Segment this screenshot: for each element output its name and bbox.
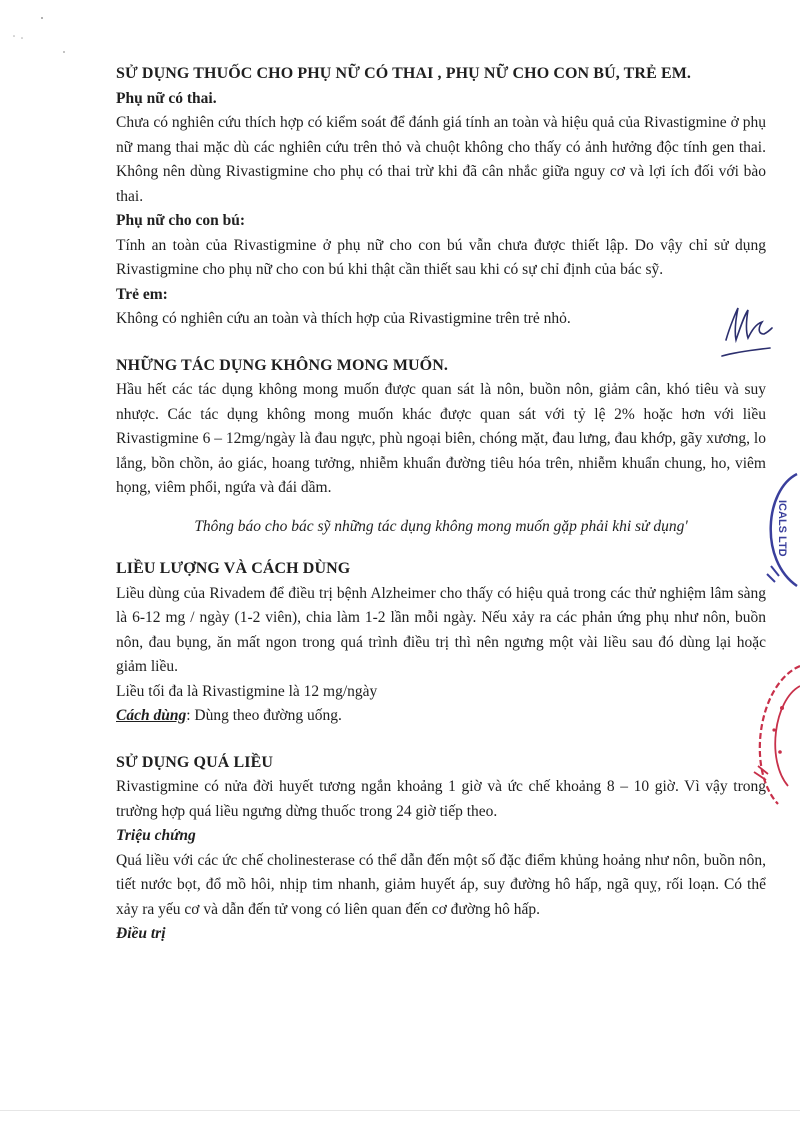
stamp-blue-partial	[745, 470, 800, 590]
paragraph-children: Không có nghiên cứu an toàn và thích hợp của Rivastigmine trên trẻ nhỏ.	[116, 310, 571, 327]
section-title-pregnancy: SỬ DỤNG THUỐC CHO PHỤ NỮ CÓ THAI , PHỤ NỮ CHO CON BÚ, TRẺ EM.	[116, 65, 692, 82]
paragraph-pregnant-women: Chưa có nghiên cứu thích hợp có kiểm soát để đánh giá tính an toàn và hiệu quả của Rivastigmine ở phụ nữ mang thai mặc dù các nghiên cứu trên thỏ và chuột không cho thấy có ảnh hưởng độc tính gen thai. Không nên dùng Rivastigmine cho phụ có thai trừ khi đã cân nhắc giữa nguy cơ và lợi ích đối với bào thai.	[116, 114, 766, 205]
paragraph-breastfeeding: Tính an toàn của Rivastigmine ở phụ nữ cho con bú vẫn chưa được thiết lập. Do vậy chỉ sử dụng Rivastigmine cho phụ nữ cho con bú khi thật cần thiết sau khi có sự chỉ định của bác sỹ.	[116, 236, 766, 278]
usage-text: : Dùng theo đường uống.	[186, 707, 342, 724]
signature-mark	[712, 300, 782, 364]
stamp-blue-text: ICALS LTD	[776, 500, 788, 557]
paragraph-usage	[116, 704, 766, 729]
paragraph-side-effects: Hầu hết các tác dụng không mong muốn được quan sát là nôn, buồn nôn, giảm cân, khó tiêu và suy nhược. Các tác dụng không mong muốn khác được quan sát với tỷ lệ 2% hoặc hơn với liều Rivastigmine 6 – 12mg/ngày là đau ngực, phù ngoại biên, chóng mặt, đau lưng, đau khớp, gãy xương, lo lắng, bồn chồn, ảo giác, hoang tưởng, nhiễm khuẩn đường tiêu hóa trên, nhiễm khuẩn chung, ho, viêm họng, viêm phổi, ngứa và đái dầm.	[116, 381, 766, 496]
side-effects-notice: Thông báo cho bác sỹ những tác dụng không mong muốn gặp phải khi sử dụng'	[194, 517, 688, 535]
subheading-children: Trẻ em:	[116, 285, 168, 303]
paragraph-max-dose: Liều tối đa là Rivastigmine là 12 mg/ngày	[116, 682, 378, 700]
stamp-red-partial	[738, 660, 800, 810]
section-title-dosage: LIỀU LƯỢNG VÀ CÁCH DÙNG	[116, 560, 351, 577]
subheading-pregnant-women: Phụ nữ có thai.	[116, 89, 217, 107]
subheading-breastfeeding: Phụ nữ cho con bú:	[116, 212, 246, 229]
paragraph-overdose: Rivastigmine có nửa đời huyết tương ngắn khoảng 1 giờ và ức chế khoảng 8 – 10 giờ. Vì vậy trong trường hợp quá liều ngưng dừng thuốc trong 24 giờ tiếp theo.	[116, 778, 766, 820]
subheading-symptoms: Triệu chứng	[116, 827, 196, 844]
usage-label: Cách dùng	[116, 707, 187, 724]
scan-specks	[0, 0, 90, 60]
subheading-treatment: Điều trị	[116, 925, 166, 942]
paragraph-dosage: Liều dùng của Rivadem để điều trị bệnh Alzheimer cho thấy có hiệu quả trong các thử nghiệm lâm sàng là 6-12 mg / ngày (1-2 viên), chia làm 1-2 lần mỗi ngày. Nếu xảy ra các phản ứng phụ như nôn, buồn nôn, đau bụng, ăn mất ngon trong quá trình điều trị thì nên ngưng một vài liều sau đó dùng lại hoặc giảm liều.	[116, 584, 766, 675]
section-title-side-effects: NHỮNG TÁC DỤNG KHÔNG MONG MUỐN.	[116, 356, 448, 374]
page-bottom-edge	[0, 1110, 800, 1111]
section-title-overdose: SỬ DỤNG QUÁ LIỀU	[116, 753, 274, 771]
document-body	[116, 62, 766, 947]
paragraph-symptoms: Quá liều với các ức chế cholinesterase có thể dẫn đến một số đặc điểm khủng hoảng như nôn, buồn nôn, tiết nước bọt, đổ mồ hôi, nhịp tim nhanh, giảm huyết áp, suy đường hô hấp, ngã quỵ, rối loạn. Có thể xảy ra yếu cơ và dẫn đến tử vong có liên quan đến cơ đường hô hấp.	[116, 851, 766, 918]
